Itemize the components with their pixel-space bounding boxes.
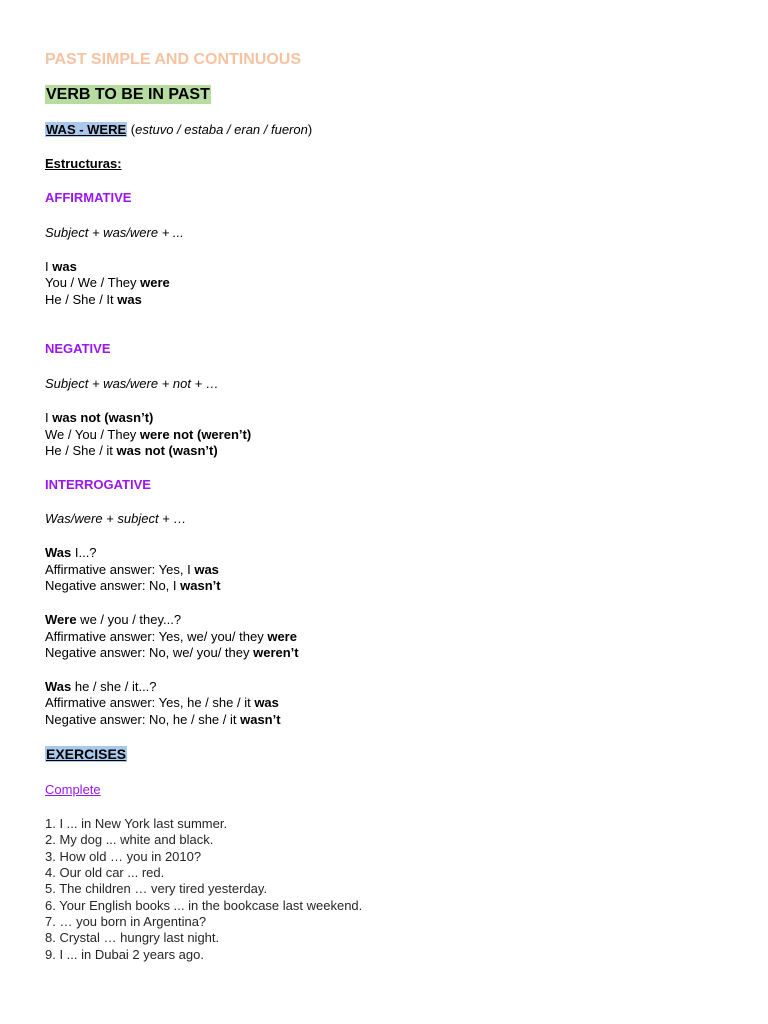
answer-verb: were [267, 629, 297, 644]
exercise-item: 5. The children … very tired yesterday. [45, 881, 268, 896]
affirmative-answer [45, 629, 297, 645]
answer-text: Negative answer: No, I [45, 578, 181, 593]
document-title: PAST SIMPLE AND CONTINUOUS [45, 51, 302, 68]
question-rest: we / you / they...? [76, 612, 182, 627]
negative-line [45, 427, 251, 443]
question-line [45, 612, 181, 628]
negative-line [45, 443, 218, 459]
was-were-label: WAS - WERE [46, 122, 127, 137]
answer-verb: was [254, 695, 279, 710]
negative-answer [45, 578, 221, 594]
paren-open: ( [127, 122, 136, 137]
affirmative-answer [45, 562, 219, 578]
answer-text: Affirmative answer: Yes, he / she / it [45, 695, 255, 710]
complete-line [45, 782, 101, 798]
negative-answer [45, 645, 299, 661]
answer-text: Negative answer: No, we/ you/ they [45, 645, 254, 660]
exercise-item: 4. Our old car ... red. [45, 865, 165, 880]
subject-text: He / She / it [45, 443, 117, 458]
exercise-item: 2. My dog ... white and black. [45, 832, 214, 847]
question-verb: Was [45, 679, 72, 694]
question-verb: Was [45, 545, 72, 560]
negative-formula: Subject + was/were + not + … [45, 376, 219, 391]
question-rest: he / she / it...? [71, 679, 157, 694]
exercises-heading [45, 745, 127, 763]
answer-text: Negative answer: No, he / she / it [45, 712, 241, 727]
subject-text: He / She / It [45, 292, 118, 307]
verb-heading-text: VERB TO BE IN PAST [46, 86, 210, 103]
verb-text: was [52, 259, 77, 274]
affirmative-line [45, 275, 170, 291]
paren-close: ) [307, 122, 313, 137]
was-were-line [45, 122, 312, 138]
answer-text: Affirmative answer: Yes, we/ you/ they [45, 629, 268, 644]
affirmative-line [45, 292, 142, 308]
structures-label: Estructuras: [45, 156, 122, 171]
exercise-item: 6. Your English books ... in the bookcase last weekend. [45, 898, 363, 913]
answer-verb: wasn’t [180, 578, 221, 593]
verb-text: were [140, 275, 170, 290]
exercise-item: 3. How old … you in 2010? [45, 849, 202, 864]
answer-verb: wasn’t [240, 712, 281, 727]
question-verb: Were [45, 612, 77, 627]
subject-text: I [45, 259, 53, 274]
negative-heading: NEGATIVE [45, 341, 111, 356]
question-rest: I...? [71, 545, 97, 560]
affirmative-heading: AFFIRMATIVE [45, 190, 132, 205]
affirmative-line [45, 259, 77, 275]
interrogative-heading: INTERROGATIVE [45, 477, 151, 492]
answer-text: Affirmative answer: Yes, I [45, 562, 195, 577]
exercise-item: 8. Crystal … hungry last night. [45, 930, 220, 945]
answer-verb: was [194, 562, 219, 577]
was-were-translation: estuvo / estaba / eran / fueron [135, 122, 308, 137]
subject-text: We / You / They [45, 427, 140, 442]
exercise-item: 1. I ... in New York last summer. [45, 816, 228, 831]
verb-to-be-heading [45, 85, 211, 105]
subject-text: I [45, 410, 53, 425]
complete-link[interactable]: Complete [45, 782, 101, 797]
exercise-item: 7. … you born in Argentina? [45, 914, 207, 929]
affirmative-formula: Subject + was/were + ... [45, 225, 184, 240]
question-line [45, 545, 97, 561]
verb-text: was [117, 292, 142, 307]
negative-answer [45, 712, 281, 728]
negative-line [45, 410, 153, 426]
exercises-heading-text: EXERCISES [46, 746, 127, 762]
answer-verb: weren’t [253, 645, 299, 660]
verb-text: was not (wasn’t) [116, 443, 218, 458]
affirmative-answer [45, 695, 279, 711]
verb-text: was not (wasn’t) [52, 410, 154, 425]
verb-text: were not (weren’t) [139, 427, 252, 442]
subject-text: You / We / They [45, 275, 141, 290]
interrogative-formula: Was/were + subject + … [45, 511, 187, 526]
exercise-item: 9. I ... in Dubai 2 years ago. [45, 947, 204, 962]
question-line [45, 679, 157, 695]
